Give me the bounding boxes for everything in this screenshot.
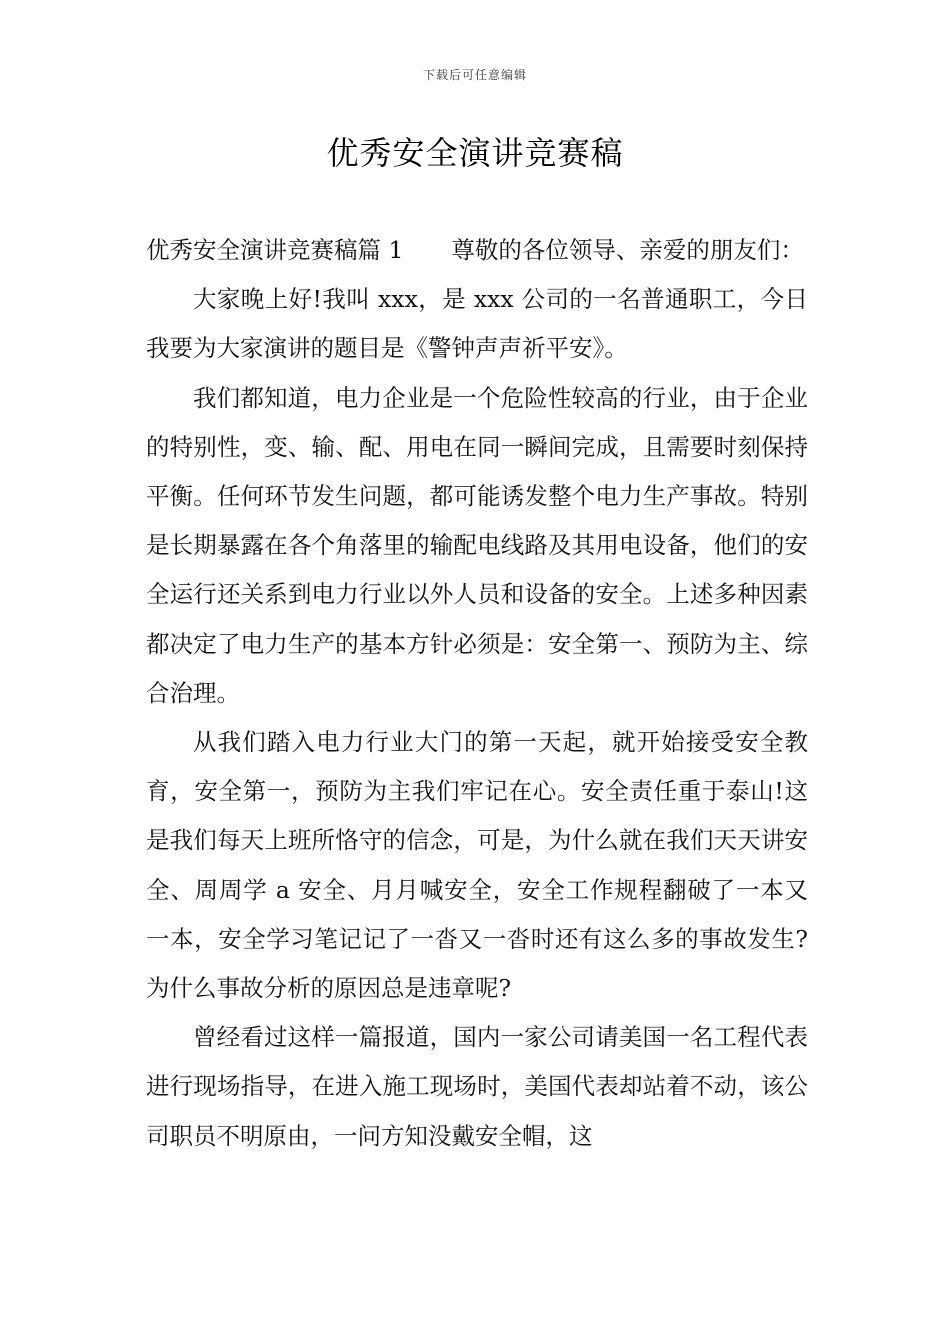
opening-line (146, 226, 808, 275)
section-heading: 优秀安全演讲竞赛稿篇 1 (146, 236, 404, 264)
paragraph-2: 我们都知道，电力企业是一个危险性较高的行业，由于企业的特别性，变、输、配、用电在同一瞬间完成，且需要时刻保持平衡。任何环节发生问题，都可能诱发整个电力生产事故。特别是长期暴露在各个角落里的输配电线路及其用电设备，他们的安全运行还关系到电力行业以外人员和设备的安全。上述多种因素都决定了电力生产的基本方针必须是：安全第一、预防为主、综合治理。 (146, 383, 808, 707)
header-note: 下载后可任意编辑 (422, 68, 527, 82)
greeting: 尊敬的各位领导、亲爱的朋友们： (451, 236, 804, 264)
paragraph-1: 大家晚上好!我叫 xxx，是 xxx 公司的一名普通职工，今日我要为大家演讲的题目是《警钟声声祈平安》。 (146, 285, 808, 363)
document-body (146, 226, 808, 1161)
document-title: 优秀安全演讲竞赛稿 (326, 134, 624, 172)
paragraph-4: 曾经看过这样一篇报道，国内一家公司请美国一名工程代表进行现场指导，在进入施工现场时，美国代表却站着不动，该公司职员不明原由，一问方知没戴安全帽，这 (146, 1023, 808, 1150)
paragraph-3: 从我们踏入电力行业大门的第一天起，就开始接受安全教育，安全第一，预防为主我们牢记在心。安全责任重于泰山!这是我们每天上班所恪守的信念，可是，为什么就在我们天天讲安全、周周学 a 安全、月月喊安全，安全工作规程翻破了一本又一本，安全学习笔记记了一沓又一沓时还有这么多的事故发生?为什么事故分析的原因总是违章呢? (146, 728, 808, 1003)
